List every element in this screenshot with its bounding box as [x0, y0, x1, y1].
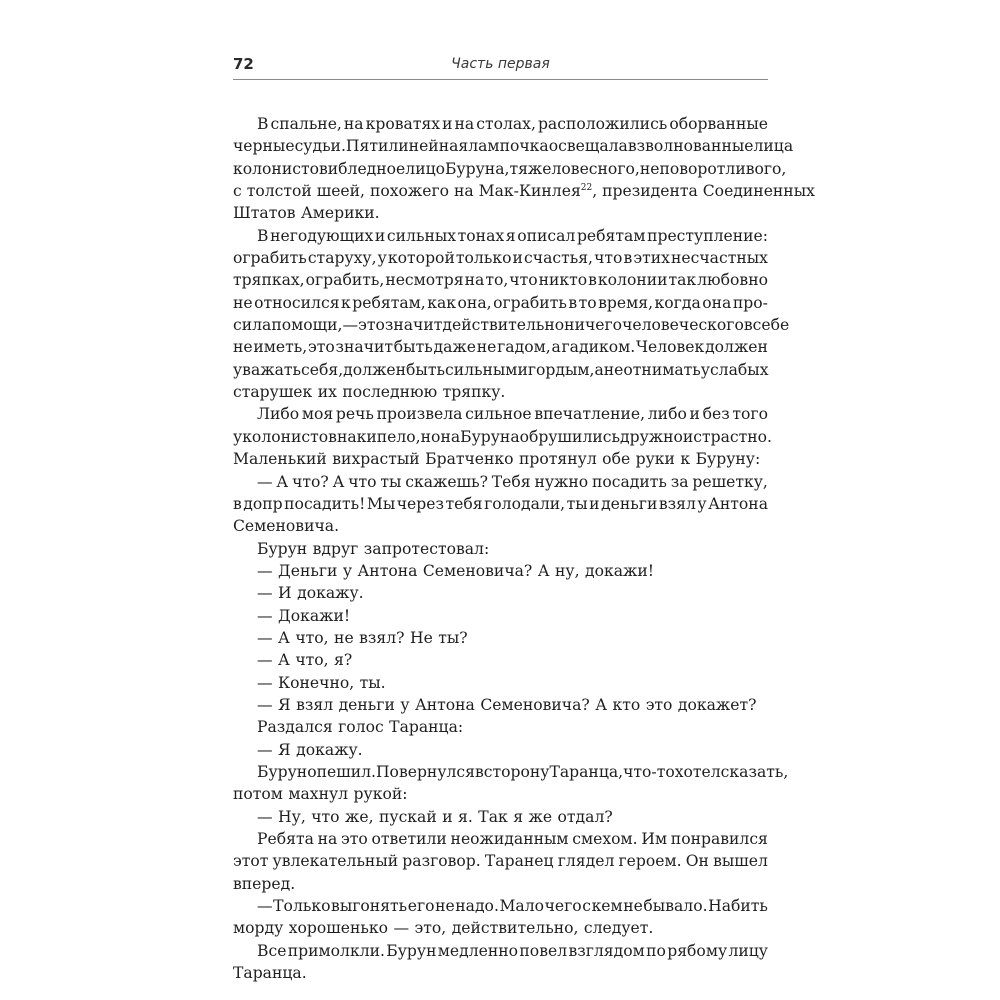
word: Набить: [708, 897, 768, 916]
word: по: [646, 941, 666, 960]
word: про-: [732, 293, 768, 312]
word: тяжеловесного,: [509, 159, 640, 178]
word: взволнованные: [627, 137, 754, 156]
word: чего: [544, 897, 582, 916]
word: повел: [519, 941, 568, 960]
word: Либо: [257, 405, 300, 424]
word: не: [603, 360, 624, 379]
word: человеческого: [622, 316, 744, 335]
text-line: [233, 336, 768, 358]
word: сильное: [465, 405, 532, 424]
word: сторону: [483, 762, 550, 781]
word: на: [343, 115, 364, 133]
word: накипело,: [336, 427, 421, 446]
word: что: [509, 271, 538, 290]
word: значит: [384, 316, 443, 335]
text-line: — Я докажу.: [257, 740, 363, 759]
word: в: [474, 762, 484, 781]
word: без: [702, 405, 730, 424]
text-line: — Деньги у Антона Семеновича? А ну, докажи!: [257, 561, 655, 580]
word: сила: [233, 316, 272, 335]
text-line: [233, 828, 768, 850]
text-line: [233, 113, 768, 135]
text-line: [233, 761, 789, 783]
word: кем: [591, 897, 623, 916]
text-line: старушек их последнюю тряпку.: [233, 383, 506, 402]
word: и: [589, 494, 600, 513]
word: расположились: [537, 115, 668, 133]
word: обрушились: [519, 427, 620, 446]
word: понравился: [670, 830, 768, 848]
word: негодующих: [270, 226, 374, 245]
word: не: [233, 338, 253, 357]
word: я: [505, 226, 516, 245]
word: слабых: [709, 360, 769, 379]
word: Им: [641, 830, 668, 848]
word: впечатление,: [534, 405, 646, 424]
word: так: [668, 271, 697, 290]
word: лампочка: [468, 137, 549, 156]
word: посадить!: [284, 494, 366, 513]
text-line: [233, 247, 768, 269]
word: голодали,: [484, 494, 566, 513]
word: В: [257, 226, 269, 245]
word: за: [670, 472, 689, 491]
word: несчастных: [671, 249, 768, 268]
word: неожиданным: [450, 830, 569, 848]
word: Таранца,: [549, 762, 624, 781]
word: то: [578, 293, 597, 312]
word: но: [420, 427, 441, 446]
word: Таранец: [484, 852, 554, 871]
text-line: [233, 895, 768, 917]
text-line: — И докажу.: [257, 584, 364, 603]
word: и: [682, 427, 694, 446]
word: это: [307, 338, 335, 357]
text-line: Раздался голос Таранца:: [257, 718, 464, 737]
word: она,: [457, 293, 492, 312]
word: должен: [705, 338, 768, 357]
word: себе: [752, 316, 790, 335]
word: черные: [233, 137, 295, 156]
word: и: [442, 115, 453, 133]
word: в: [233, 494, 242, 513]
text-line: [233, 471, 768, 493]
word: увлекательный: [272, 852, 399, 871]
word: бывало.: [643, 897, 708, 916]
word: тебя: [445, 494, 483, 513]
word: иметь,: [253, 338, 308, 357]
word: оборванные: [669, 115, 768, 133]
word: Пятилинейная: [345, 137, 469, 156]
word: у: [233, 427, 243, 446]
word: Он: [685, 852, 709, 871]
word: Буруна: [460, 427, 520, 446]
word: преступление:: [647, 226, 768, 245]
text-line: [233, 850, 768, 872]
word: ответили: [371, 830, 447, 848]
word: Человек: [635, 338, 705, 357]
word: деньги: [601, 494, 658, 513]
word: которой: [387, 249, 455, 268]
word: себя,: [301, 360, 344, 379]
word: речь: [335, 405, 374, 424]
word: несмотря: [385, 271, 464, 290]
word: неповоротливого,: [639, 159, 787, 178]
text-line: — Конечно, ты.: [257, 673, 386, 692]
word: на: [440, 427, 461, 446]
word: а: [594, 360, 604, 379]
word: быть: [406, 360, 445, 379]
text-line: Штатов Америки.: [233, 204, 380, 223]
word: Буруна,: [445, 159, 510, 178]
word: и: [689, 405, 700, 424]
word: колонии: [597, 271, 668, 290]
word: когда: [654, 293, 701, 312]
word: дружно: [619, 427, 683, 446]
word: спальне,: [270, 115, 342, 133]
word: скажешь?: [405, 472, 488, 491]
word: опешил.: [307, 762, 376, 781]
word: никто: [538, 271, 588, 290]
text-line-part: с толстой шеей, похожего на Мак-Кинлея$^{22}$: [233, 182, 593, 201]
word: сказать,: [720, 762, 789, 781]
word: Бурун: [257, 762, 308, 781]
word: этих: [633, 249, 670, 268]
word: значит: [335, 338, 394, 357]
word: его: [407, 897, 435, 916]
word: сильных: [386, 226, 457, 245]
word: тонах: [457, 226, 505, 245]
text-line: Маленький вихрастый Братченко протянул обе руки к Буруну:: [233, 450, 761, 469]
word: ничего: [564, 316, 623, 335]
word: через: [396, 494, 445, 513]
text-line: — А что, я?: [257, 651, 353, 670]
word: В: [257, 115, 269, 133]
word: что: [594, 249, 623, 268]
word: и: [374, 226, 386, 245]
word: и: [512, 249, 523, 268]
word: решетку,: [692, 472, 768, 491]
word: ограбить: [233, 249, 307, 268]
text-line: [233, 269, 768, 291]
text-line: [233, 225, 768, 247]
word: Мало: [499, 897, 545, 916]
text-line: [233, 292, 768, 314]
text-line: — Ну, что же, пускай и я. Так я же отдал?: [257, 807, 613, 826]
body-text: [233, 113, 815, 984]
word: не: [476, 338, 497, 357]
word: не: [623, 897, 643, 916]
text-line: Семеновича.: [233, 517, 340, 536]
word: лицу: [728, 941, 768, 960]
text-line: [233, 314, 790, 336]
word: того: [732, 405, 768, 424]
word: хотел: [674, 762, 721, 781]
word: Только: [273, 897, 331, 916]
word: А: [276, 472, 289, 491]
word: взял: [658, 494, 696, 513]
text-line: [233, 158, 787, 180]
word: должен: [343, 360, 407, 379]
word: и: [327, 159, 339, 178]
word: а: [551, 338, 561, 357]
word: гордым,: [527, 360, 595, 379]
word: старуху,: [307, 249, 377, 268]
word: на: [464, 271, 485, 290]
word: этот: [233, 852, 269, 871]
word: в: [568, 293, 578, 312]
word: ты: [380, 472, 402, 491]
word: ребятам: [576, 226, 646, 245]
word: разговор.: [402, 852, 481, 871]
word: гадиком.: [561, 338, 636, 357]
text-line: потом махнул рукой:: [233, 785, 408, 804]
word: действительно: [442, 316, 565, 335]
word: судьи.: [294, 137, 346, 156]
word: помощи,: [271, 316, 343, 335]
word: Ребята: [257, 830, 314, 848]
word: А: [332, 472, 345, 491]
text-line-part: , президента Соединенных: [592, 182, 815, 201]
word: ребятам,: [352, 293, 426, 312]
text-line: Бурун вдруг запротестовал:: [257, 539, 490, 558]
word: —: [342, 316, 359, 335]
word: примолкли.: [287, 941, 385, 960]
word: у: [697, 494, 707, 513]
word: что-то: [623, 762, 675, 781]
word: только: [455, 249, 512, 268]
text-line: [233, 403, 768, 425]
word: у: [377, 249, 387, 268]
footnote-marker: 22: [580, 183, 593, 194]
word: Мы: [366, 494, 396, 513]
text-line: [233, 180, 815, 202]
word: уважать: [233, 360, 302, 379]
word: ограбить: [493, 293, 567, 312]
text-line: вперед.: [233, 874, 296, 893]
word: описал: [517, 226, 576, 245]
text-line: Таранца.: [233, 964, 307, 983]
word: это: [341, 830, 368, 848]
word: взглядом: [568, 941, 645, 960]
word: быть: [393, 338, 433, 357]
word: выгонять: [331, 897, 408, 916]
word: медленно: [437, 941, 519, 960]
word: то,: [485, 271, 509, 290]
word: что: [348, 472, 377, 491]
word: Тебя: [491, 472, 531, 491]
word: в: [588, 271, 597, 290]
word: сильным: [444, 360, 518, 379]
word: колонистов: [242, 427, 337, 446]
word: и: [517, 360, 528, 379]
page-header: [233, 55, 768, 80]
word: время,: [598, 293, 654, 312]
word: вышел: [713, 852, 768, 871]
word: даже: [433, 338, 476, 357]
word: не: [435, 897, 455, 916]
text-line: — Докажи!: [257, 606, 351, 625]
word: она: [702, 293, 732, 312]
text-line: [233, 493, 768, 515]
text-line: [233, 135, 794, 157]
word: допр: [243, 494, 283, 513]
word: Антона: [708, 494, 768, 513]
running-title: Часть первая: [451, 56, 550, 72]
text-line: — А что, не взял? Не ты?: [257, 628, 468, 647]
text-line: морду хорошенько — это, действительно, следует.: [233, 919, 654, 938]
word: смехом.: [572, 830, 638, 848]
word: посадить: [592, 472, 667, 491]
word: столах,: [476, 115, 536, 133]
word: освещала: [548, 137, 628, 156]
text-line: [233, 359, 768, 381]
page-number: 72: [233, 55, 254, 73]
text-line: [233, 940, 768, 962]
word: Повернулся: [375, 762, 475, 781]
word: счастья,: [524, 249, 594, 268]
word: либо: [647, 405, 687, 424]
word: отнимать: [623, 360, 701, 379]
word: ты: [566, 494, 588, 513]
word: —: [257, 897, 273, 916]
word: бледное: [338, 159, 406, 178]
word: Все: [257, 941, 287, 960]
word: на: [317, 830, 338, 848]
word: произвела: [376, 405, 463, 424]
word: это: [358, 316, 385, 335]
word: с: [582, 897, 591, 916]
word: в: [623, 249, 633, 268]
word: лица: [753, 137, 794, 156]
text-line: — Я взял деньги у Антона Семеновича? А кто это докажет?: [257, 695, 757, 714]
word: —: [257, 472, 273, 491]
word: ограбить,: [305, 271, 385, 290]
word: колонистов: [233, 159, 328, 178]
word: глядел: [557, 852, 615, 871]
word: героем.: [618, 852, 682, 871]
word: надо.: [455, 897, 499, 916]
word: моя: [301, 405, 334, 424]
word: кроватях: [365, 115, 441, 133]
word: к: [341, 293, 351, 312]
word: Бурун: [386, 941, 437, 960]
text-line: [233, 426, 773, 448]
word: на: [454, 115, 475, 133]
word: у: [700, 360, 710, 379]
word: любовно: [697, 271, 768, 290]
word: что?: [292, 472, 329, 491]
word: в: [743, 316, 753, 335]
word: страстно.: [693, 427, 773, 446]
word: не: [233, 293, 253, 312]
word: лицо: [405, 159, 446, 178]
word: как: [427, 293, 457, 312]
word: тряпках,: [233, 271, 305, 290]
word: нужно: [534, 472, 589, 491]
word: рябому: [667, 941, 728, 960]
word: относился: [254, 293, 340, 312]
word: гадом,: [497, 338, 551, 357]
